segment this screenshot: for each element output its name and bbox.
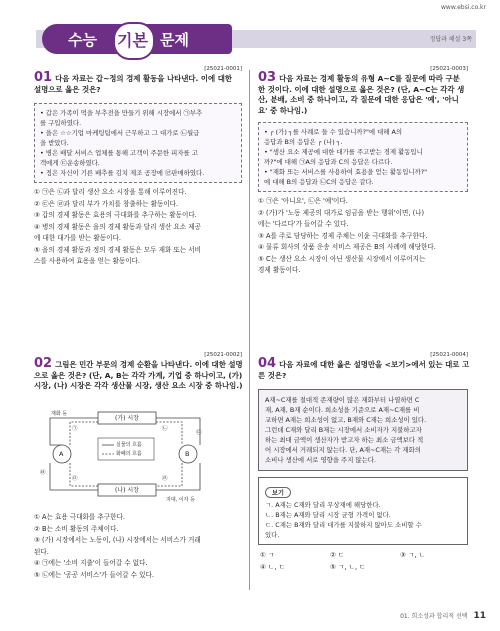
question-04 — [258, 352, 468, 574]
stem-line: 른 것은? — [258, 370, 287, 380]
option[interactable]: ② (가)가 '노동 제공의 대가로 임금을 받는 행위'이면, (나) — [258, 208, 425, 217]
option[interactable]: ③ (가) 시장에서는 노동이, (나) 시장에서는 서비스가 거래 — [34, 536, 201, 544]
box-line: A재∼C재를 절대적 존재량이 많은 재화부터 나열하면 C — [265, 396, 420, 405]
question-01 — [34, 66, 242, 268]
question-number: 03 — [258, 70, 277, 85]
source-box — [258, 122, 468, 192]
option-cont: 된다. — [34, 547, 49, 556]
box-line: • 갑은 가족이 먹을 부추전을 만들기 위해 시장에서 ㉠부추 — [40, 109, 203, 118]
box-line: 까?"에 대해 ㉠A의 응답과 C의 응답은 다르다. — [264, 158, 393, 167]
chapter-title: 01. 희소성과 합리적 선택 — [400, 613, 468, 620]
box-line: 재, A재, B재 순이다. 희소성을 기준으로 A재∼C재를 비 — [265, 406, 420, 415]
answer-options — [258, 196, 468, 277]
money-flow — [156, 463, 182, 486]
option[interactable]: ④ ㄴ, ㄷ — [260, 563, 285, 572]
option[interactable]: ④ ㉠에는 '소비 지출'이 들어갈 수 없다. — [34, 559, 148, 567]
box-line: • 을은 ☆☆기업 마케팅팀에서 근무하고 그 대가로 ㉡월급 — [40, 129, 200, 138]
box-line: 객에게 ㉢운송하였다. — [40, 159, 100, 168]
box-line: • 병은 배달 서비스 업체를 통해 고객이 주문한 피자를 고 — [40, 149, 198, 158]
source-box — [258, 389, 468, 471]
bogi-line: ㄷ. C재는 B재와 달리 대가를 지불하지 않아도 소비할 수 — [265, 521, 422, 530]
box-line: 응답과 B의 응답은 ┌ (나) ┐. — [264, 138, 343, 147]
bogi-line: ㄱ. A재는 C재와 달리 무상재에 해당한다. — [265, 501, 381, 510]
marker: ㉢ — [196, 430, 202, 436]
answer-options — [258, 550, 468, 574]
column-divider — [249, 70, 250, 590]
question-code: [25021-0004] — [430, 352, 468, 358]
question-code: [25021-0002] — [204, 352, 242, 358]
box-line: • "재화 또는 서비스를 사용하여 효용을 얻는 활동입니까?" — [264, 168, 428, 177]
wage-label: 지대, 이자 등 — [166, 497, 195, 503]
box-line: • 정은 자신이 기른 배추를 김치 제조 공장에 ㉣판매하였다. — [40, 169, 205, 178]
box-line: 어 시장에서 거래되지 않는다. 단, A재∼C재는 각 재화의 — [265, 446, 421, 455]
legend-money: 화폐의 흐름 — [116, 451, 142, 457]
box-line: 그런데 C재와 달리 B재는 시장에서 소비자가 지불하고자 — [265, 426, 422, 435]
option[interactable]: ① ㉠은 '아니요', ㉡은 '예'이다. — [258, 197, 348, 206]
bogi-line: 있다. — [265, 531, 280, 540]
question-02 — [34, 352, 242, 392]
option[interactable]: ⑤ 을의 경제 활동과 정의 경제 활동은 모두 재화 또는 서비 — [34, 245, 202, 254]
question-stem — [34, 70, 242, 95]
option[interactable]: ③ A를 주로 담당하는 경제 주체는 이윤 극대화를 추구한다. — [258, 231, 428, 240]
page-number: 11 — [473, 611, 486, 621]
marker: ㉥ — [40, 470, 46, 476]
legend-real: 실물의 흐름 — [116, 442, 142, 448]
marker: ㉡ — [162, 426, 168, 432]
question-number: 01 — [34, 70, 53, 85]
goods-label: 재화 등 — [51, 411, 68, 417]
box-line: 하는 최대 금액이 생산자가 받고자 하는 최소 금액보다 적 — [265, 436, 424, 445]
circular-flow-diagram — [36, 398, 242, 508]
market-top-label: (가) 시장 — [115, 415, 139, 422]
node-a-label: A — [59, 450, 64, 458]
option[interactable]: ① A는 효용 극대화를 추구한다. — [34, 513, 125, 521]
banner-title-2: 기본 — [117, 31, 148, 50]
stem-line: 다음 자료는 갑∼정의 경제 활동을 나타낸다. 이에 대한 — [55, 74, 233, 83]
stem-line: 설명으로 옳은 것은? — [34, 84, 101, 94]
money-flow — [156, 422, 182, 445]
option[interactable]: ② ㉢은 ㉣과 달리 부가 가치를 창출하는 활동이다. — [34, 199, 179, 208]
question-number: 04 — [258, 356, 277, 371]
question-stem — [258, 356, 470, 381]
option-cont: 에는 '다르다'가 들어갈 수 있다. — [258, 220, 349, 229]
site-url: www.ebsi.co.kr — [441, 4, 486, 11]
question-stem — [34, 356, 243, 392]
stem-line: 그림은 민간 부문의 경제 순환을 나타낸다. 이에 대한 설명 — [55, 360, 243, 369]
stem-line: 다음 자료는 경제 활동의 유형 A∼C를 질문에 따라 구분 — [279, 74, 460, 83]
option[interactable]: ④ 물류 회사의 상품 운송 서비스 제공은 B의 사례에 해당한다. — [258, 243, 436, 252]
marker: ㉣ — [162, 476, 168, 482]
box-line: 에 대해 B의 응답과 ㉡C의 응답은 같다. — [264, 178, 374, 187]
stem-line: 다음 자료에 대한 옳은 설명만을 <보기>에서 있는 대로 고 — [279, 360, 470, 369]
option[interactable]: ⑤ C는 생산 요소 시장이 아닌 생산물 시장에서 이루어지는 — [258, 254, 426, 263]
stem-line: 으로 옳은 것은? (단, A, B는 각각 가계, 기업 중 하나이고, (가) — [34, 370, 243, 380]
question-code: [25021-0001] — [204, 66, 242, 72]
option[interactable]: ③ ㄱ, ㄴ — [400, 551, 425, 560]
box-line: 을 받았다. — [40, 139, 69, 148]
marker: ㉠ — [72, 426, 78, 432]
option[interactable]: ⑤ ㄱ, ㄴ, ㄷ — [330, 563, 366, 572]
stem-line: 요' 중 하나임.) — [258, 105, 308, 115]
option[interactable]: ⑤ ㉡에는 '공공 서비스'가 들어갈 수 있다. — [34, 570, 154, 579]
question-code: [25021-0003] — [430, 66, 468, 72]
option-cont: 스를 사용하여 효용을 얻는 활동이다. — [34, 257, 141, 266]
option[interactable]: ① ㉠은 ㉡과 달리 생산 요소 시장을 통해 이루어진다. — [34, 188, 187, 197]
box-line: • "생산 요소 제공에 대한 대가를 주고받는 경제 활동입니 — [264, 148, 423, 157]
option-cont: 에 대한 대가를 받는 활동이다. — [34, 234, 121, 243]
bogi-title — [265, 487, 291, 498]
bogi-title-text: 보기 — [272, 490, 284, 498]
q2-options — [34, 512, 242, 581]
option-cont: 경제 활동이다. — [258, 266, 301, 275]
stem-line: 한 것이다. 이에 대한 설명으로 옳은 것은? (단, A∼C는 각각 생 — [258, 84, 465, 94]
source-box — [34, 103, 242, 183]
box-line: 소비나 생산에 서로 영향을 주지 않는다. — [265, 456, 376, 465]
question-stem — [258, 70, 468, 116]
stem-line: 산, 분배, 소비 중 하나이고, 각 질문에 대한 응답은 '예', '아니 — [258, 95, 459, 105]
question-03 — [258, 66, 468, 277]
marker: ㉤ — [72, 476, 78, 482]
banner-title-1: 수능 — [68, 31, 97, 49]
option[interactable]: ② ㄷ — [330, 551, 345, 560]
option[interactable]: ① ㄱ — [260, 551, 275, 560]
banner — [36, 18, 476, 62]
answer-ref: 정답과 해설 3쪽 — [429, 36, 472, 43]
box-line: • ┌ (가) ┐를 사례로 들 수 있습니까?"에 대해 A의 — [264, 128, 403, 137]
question-number: 02 — [34, 356, 53, 371]
node-b-label: B — [185, 450, 190, 458]
option[interactable]: ④ 병의 경제 활동은 을의 경제 활동과 달리 생산 요소 제공 — [34, 222, 202, 231]
stem-line: 시장, (나) 시장은 각각 생산물 시장, 생산 요소 시장 중 하나임.) — [34, 381, 243, 391]
bogi-line: ㄴ. B재는 A재와 달리 시장 균형 가격이 없다. — [265, 511, 391, 520]
box-line: 를 구입하였다. — [40, 119, 82, 128]
box-line: 교하면 A재는 희소성이 없고, B재와 C재는 희소성이 있다. — [265, 416, 427, 425]
option[interactable]: ③ 갑의 경제 활동은 효용의 극대화를 추구하는 활동이다. — [34, 211, 197, 220]
footer — [400, 611, 486, 621]
bogi-box — [258, 477, 468, 545]
option[interactable]: ② B는 소비 활동의 주체이다. — [34, 524, 119, 533]
answer-options — [34, 187, 242, 268]
market-bottom-label: (나) 시장 — [115, 487, 139, 494]
banner-title-3: 문제 — [160, 31, 189, 49]
